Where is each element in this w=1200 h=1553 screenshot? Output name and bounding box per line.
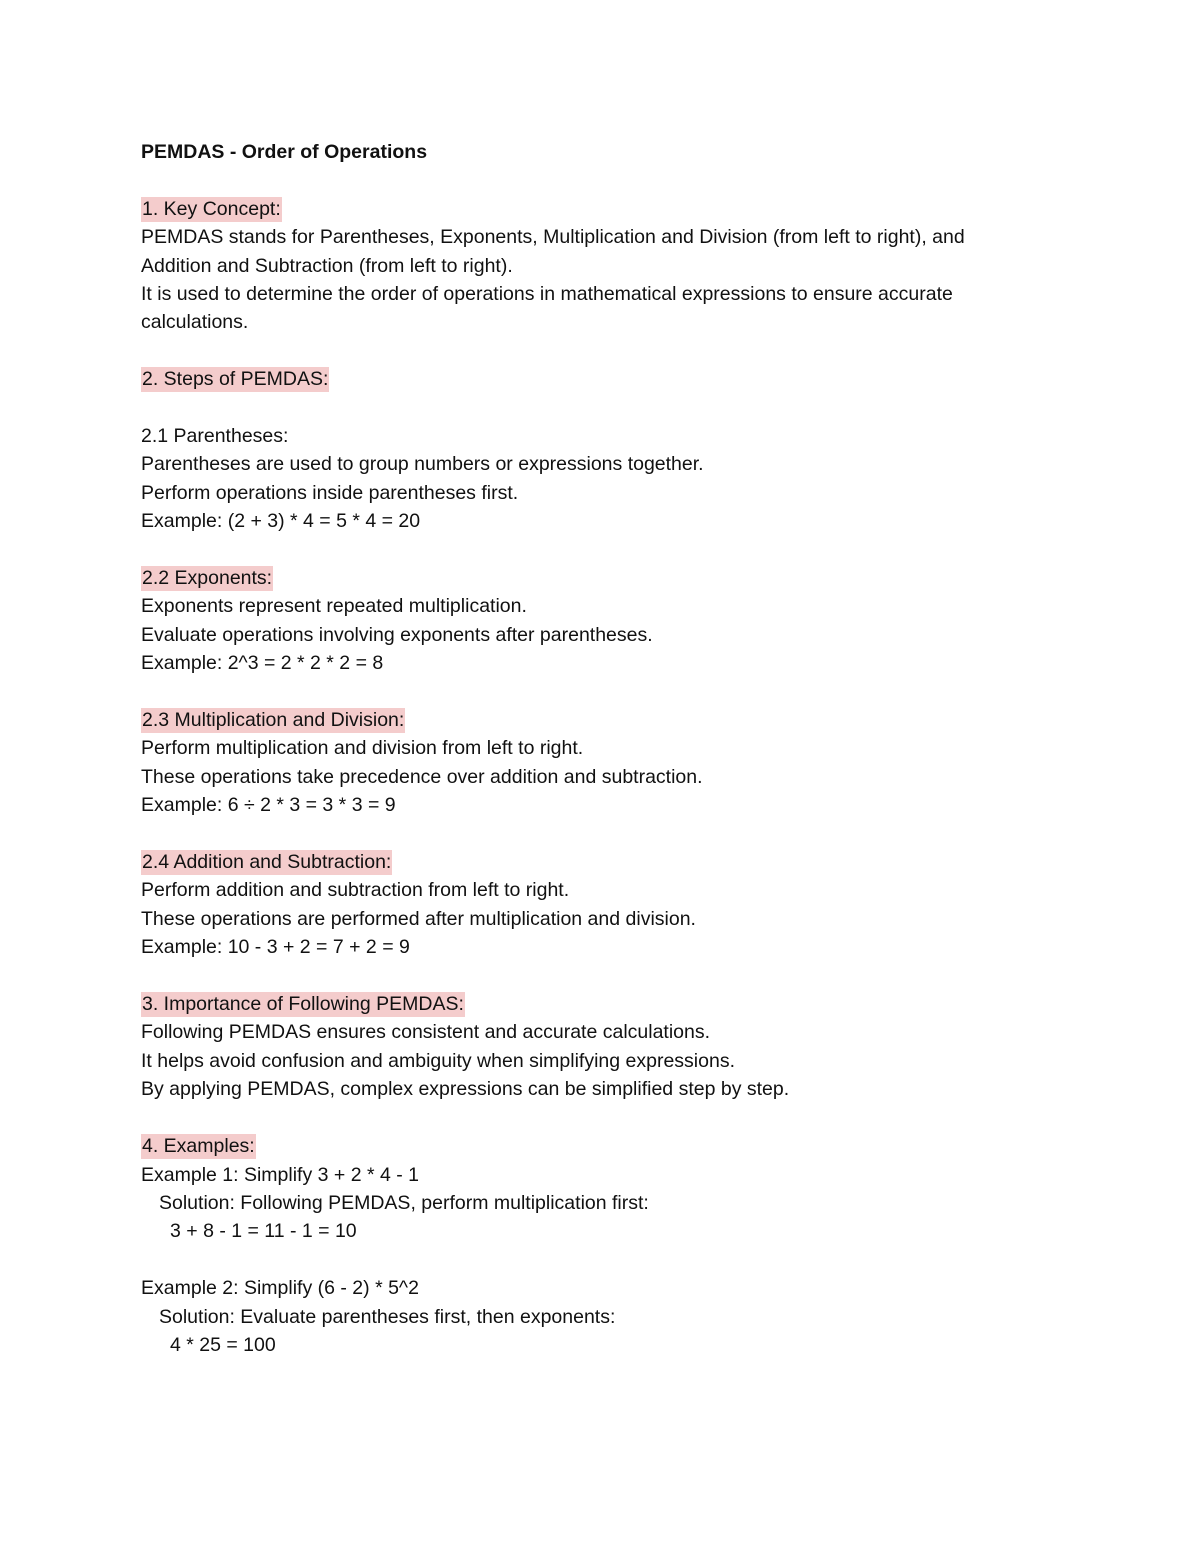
subsection-2-1-text: Parentheses are used to group numbers or expressions together. — [141, 453, 704, 476]
spacer — [141, 394, 1061, 422]
section-1-text: It is used to determine the order of operations in mathematical expressions to ensure accurate — [141, 283, 953, 306]
subsection-2-3-heading: 2.3 Multiplication and Division: — [142, 709, 405, 732]
subsection-2-1-example: Example: (2 + 3) * 4 = 5 * 4 = 20 — [141, 510, 421, 533]
spacer — [141, 337, 1061, 365]
subsection-2-4-example: Example: 10 - 3 + 2 = 7 + 2 = 9 — [141, 936, 410, 959]
document-title: PEMDAS - Order of Operations — [141, 141, 428, 163]
subsection-2-3-example: Example: 6 ÷ 2 * 3 = 3 * 3 = 9 — [141, 794, 396, 817]
example-2-solution: Solution: Evaluate parentheses first, then exponents: — [159, 1305, 616, 1328]
spacer — [141, 820, 1061, 848]
subsection-2-4-heading: 2.4 Addition and Subtraction: — [142, 851, 392, 874]
spacer — [141, 962, 1061, 990]
example-1-solution: Solution: Following PEMDAS, perform multiplication first: — [159, 1191, 649, 1214]
subsection-2-4-text: These operations are performed after multiplication and division. — [141, 907, 696, 930]
subsection-2-1-heading: 2.1 Parentheses: — [141, 425, 289, 448]
subsection-2-2-heading-line — [141, 564, 1061, 592]
subsection-2-4-heading-line — [141, 848, 1061, 876]
section-1-text: Addition and Subtraction (from left to right). — [141, 254, 513, 277]
section-1-text: calculations. — [141, 311, 249, 334]
section-4-heading-line — [141, 1132, 1061, 1160]
section-2-heading: 2. Steps of PEMDAS: — [142, 368, 329, 391]
subsection-2-2-text: Evaluate operations involving exponents after parentheses. — [141, 623, 653, 646]
section-3-heading-line — [141, 990, 1061, 1018]
section-3-heading: 3. Importance of Following PEMDAS: — [142, 993, 464, 1016]
section-2-heading-line — [141, 365, 1061, 393]
document-page — [141, 138, 1061, 1359]
example-2-work: 4 * 25 = 100 — [170, 1333, 276, 1356]
section-3-text: It helps avoid confusion and ambiguity when simplifying expressions. — [141, 1049, 735, 1072]
subsection-2-2-heading: 2.2 Exponents: — [142, 567, 273, 590]
subsection-2-1-text: Perform operations inside parentheses first. — [141, 481, 519, 504]
example-1-work: 3 + 8 - 1 = 11 - 1 = 10 — [170, 1220, 357, 1243]
spacer — [141, 1246, 1061, 1274]
subsection-2-4-text: Perform addition and subtraction from left to right. — [141, 879, 570, 902]
subsection-2-2-example: Example: 2^3 = 2 * 2 * 2 = 8 — [141, 652, 384, 675]
example-1-problem: Example 1: Simplify 3 + 2 * 4 - 1 — [141, 1163, 419, 1186]
spacer — [141, 1104, 1061, 1132]
section-1-text: PEMDAS stands for Parentheses, Exponents, Multiplication and Division (from left to right), and — [141, 226, 965, 249]
subsection-2-3-text: Perform multiplication and division from left to right. — [141, 737, 584, 760]
subsection-2-3-heading-line — [141, 706, 1061, 734]
section-1-heading: 1. Key Concept: — [142, 197, 281, 220]
subsection-2-2-text: Exponents represent repeated multiplication. — [141, 595, 527, 618]
section-1-heading-line — [141, 195, 1061, 223]
section-3-text: By applying PEMDAS, complex expressions can be simplified step by step. — [141, 1078, 790, 1101]
spacer — [141, 678, 1061, 706]
example-2-problem: Example 2: Simplify (6 - 2) * 5^2 — [141, 1277, 419, 1300]
section-3-text: Following PEMDAS ensures consistent and accurate calculations. — [141, 1021, 711, 1044]
subsection-2-3-text: These operations take precedence over addition and subtraction. — [141, 765, 703, 788]
spacer — [141, 536, 1061, 564]
section-4-heading: 4. Examples: — [142, 1135, 255, 1158]
